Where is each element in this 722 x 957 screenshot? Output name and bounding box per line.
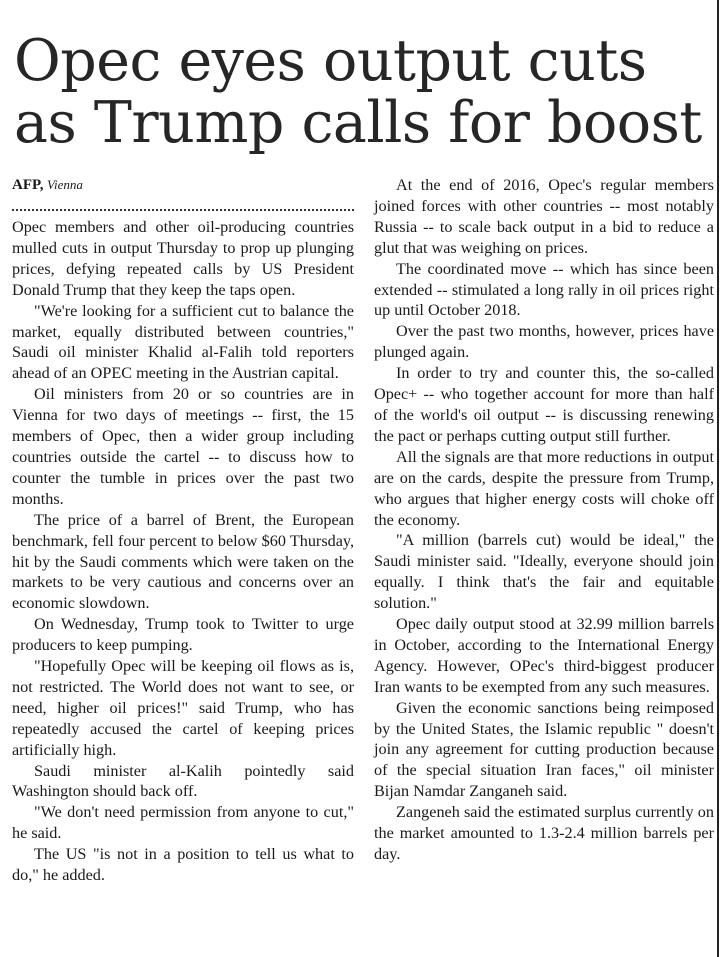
article-column-left (12, 175, 354, 886)
headline: Opec eyes output cuts as Trump calls for boost (14, 28, 702, 156)
byline-divider (12, 209, 354, 211)
paragraph: Given the economic sanctions being reimposed by the United States, the Islamic republic " doesn't join any agreement for cutting production because of the special situation Iran faces," oil minister Bijan Namdar Zanganeh said. (374, 698, 714, 801)
paragraph: The price of a barrel of Brent, the European benchmark, fell four percent to below $60 Thursday, hit by the Saudi comments which were taken on the markets to be very cautious and concerns over an economic slowdown. (12, 510, 354, 613)
article-column-right (374, 175, 714, 865)
byline (12, 175, 354, 196)
paragraph: "A million (barrels cut) would be ideal," the Saudi minister said. "Ideally, everyone should join equally. I think that's the fair and equitable solution." (374, 531, 714, 613)
paragraph: Opec daily output stood at 32.99 million barrels in October, according to the International Energy Agency. However, OPec's third-biggest producer Iran wants to be exempted from any such measures. (374, 615, 714, 696)
paragraph: The coordinated move -- which has since been extended -- stimulated a long rally in oil prices right up until October 2018. (374, 259, 714, 320)
paragraph: Oil ministers from 20 or so countries are in Vienna for two days of meetings -- first, the 15 members of Opec, then a wider group including countries outside the cartel -- to discuss how to counter the tumble in prices over the past two months. (12, 385, 354, 508)
page-edge-rule (717, 0, 719, 957)
paragraph: "We don't need permission from anyone to cut," he said. (12, 803, 354, 843)
paragraph: "Hopefully Opec will be keeping oil flows as is, not restricted. The World does not want to see, or need, higher oil prices!" said Trump, who has repeatedly accused the cartel of keeping prices artificially high. (12, 657, 354, 759)
paragraph: In order to try and counter this, the so-called Opec+ -- who together account for more than half of the world's oil output -- is discussing renewing the pact or perhaps cutting output still further. (374, 364, 714, 445)
paragraph: On Wednesday, Trump took to Twitter to urge producers to keep pumping. (12, 615, 354, 655)
paragraph: All the signals are that more reductions in output are on the cards, despite the pressure from Trump, who argues that higher energy costs will choke off the economy. (374, 447, 714, 529)
paragraph: "We're looking for a sufficient cut to balance the market, equally distributed between countries," Saudi oil minister Khalid al-Falih told reporters ahead of an OPEC meeting in the Austrian capital. (12, 301, 354, 383)
paragraph: At the end of 2016, Opec's regular members joined forces with other countries -- most notably Russia -- to scale back output in a bid to reduce a glut that was weighing on prices. (374, 176, 714, 257)
paragraph: Over the past two months, however, prices have plunged again. (374, 322, 714, 362)
paragraph: Opec members and other oil-producing countries mulled cuts in output Thursday to prop up plunging prices, defying repeated calls by US President Donald Trump that they keep the taps open. (12, 218, 354, 299)
byline-agency: AFP, (12, 177, 44, 193)
paragraph: Zangeneh said the estimated surplus currently on the market amounted to 1.3-2.4 million barrels per day. (374, 803, 714, 863)
byline-location: Vienna (47, 177, 83, 192)
paragraph: The US "is not in a position to tell us what to do," he added. (12, 845, 354, 885)
paragraph: Saudi minister al-Kalih pointedly said Washington should back off. (12, 761, 354, 801)
